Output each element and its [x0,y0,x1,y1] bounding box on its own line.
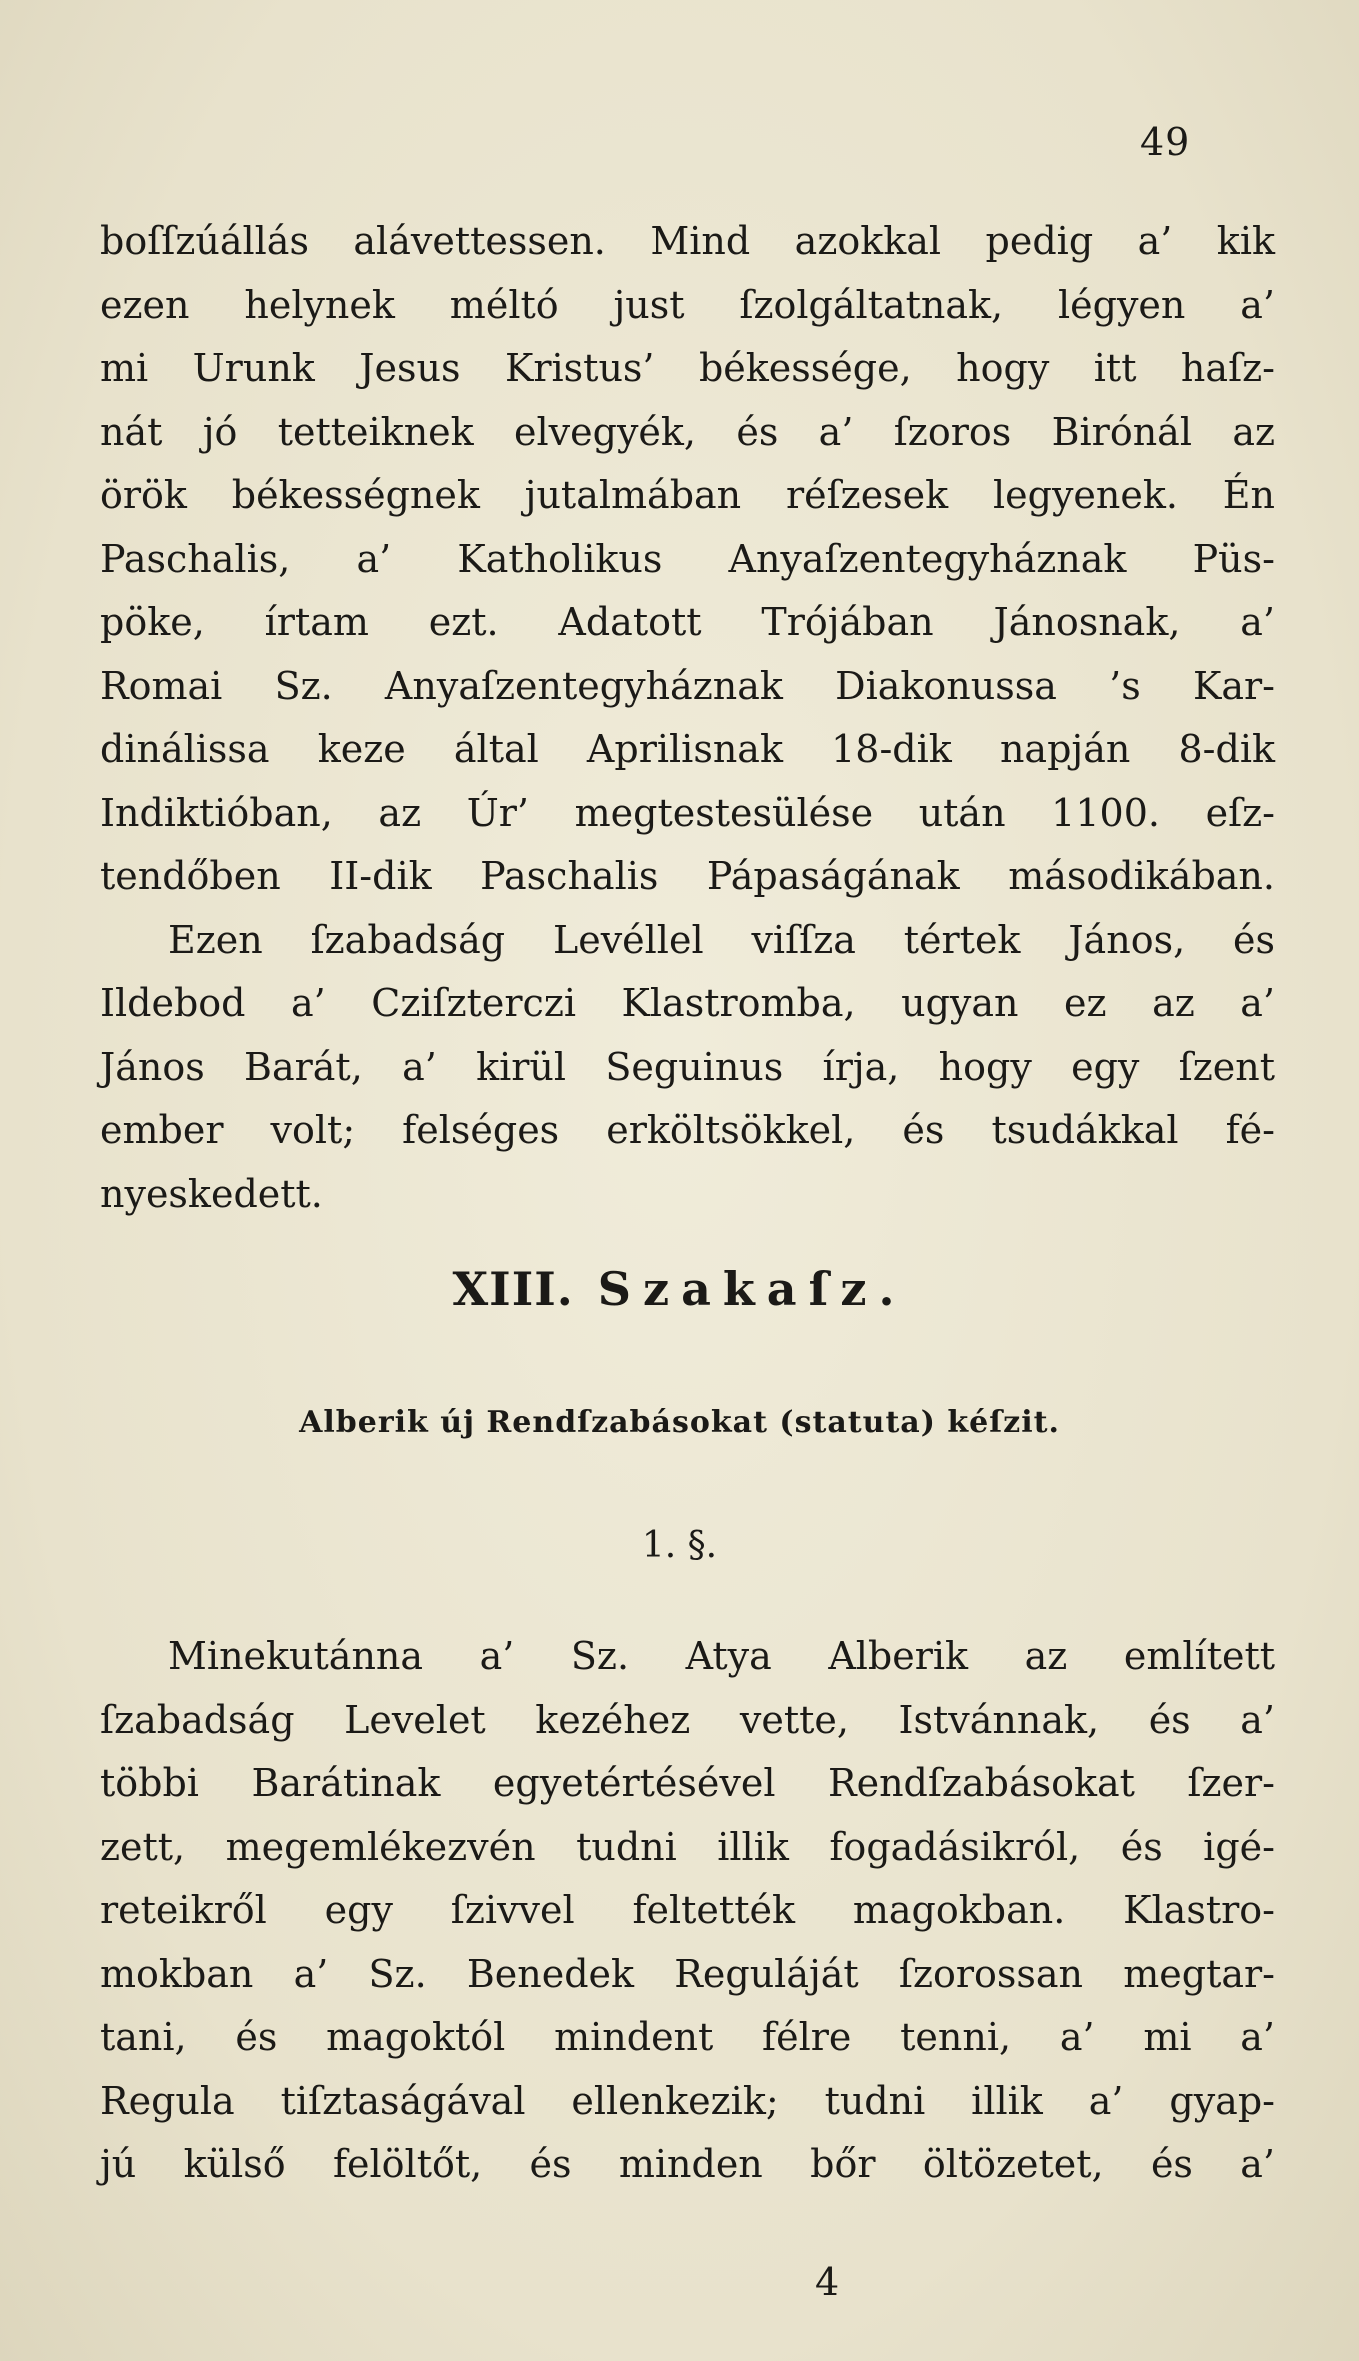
text-line: nát jó tetteiknek elvegyék, és a’ ſzoros Birónál az [100,409,1275,454]
text-line: Ildebod a’ Cziſzterczi Klastromba, ugyan ez az a’ [100,981,1275,1025]
section-number: XIII. [452,1262,574,1316]
text-line: pöke, írtam ezt. Adatott Trójában Jánosnak, a’ [100,600,1275,644]
signature-mark: 4 [815,2260,840,2304]
section-heading [0,1262,1359,1316]
text-line: Regula tiſztaságával ellenkezik; tudni illik a’ gyap- [100,2078,1275,2123]
text-line: mokban a’ Sz. Benedek Reguláját ſzorossan megtar- [100,1951,1275,1996]
section-subtitle: Alberik új Rendſzabásokat (statuta) kéſzit. [299,1405,1060,1440]
text-line: örök békességnek jutalmában réſzesek legyenek. Én [100,473,1275,517]
text-line: nyeskedett. [100,1171,323,1216]
text-line: ezen helynek méltó just ſzolgáltatnak, légyen a’ [100,282,1275,327]
text-line: Minekutánna a’ Sz. Atya Alberik az említett [168,1634,1275,1678]
page-number: 49 [1140,120,1191,164]
text-line: dinálissa keze által Aprilisnak 18-dik napján 8-dik [100,727,1275,771]
text-line: ember volt; felséges erköltsökkel, és tsudákkal fé- [100,1108,1275,1152]
text-line: Paschalis, a’ Katholikus Anyaſzentegyháznak Püs- [100,536,1275,581]
text-line: többi Barátinak egyetértésével Rendſzabásokat ſzer- [100,1761,1275,1805]
text-line: tani, és magoktól mindent félre tenni, a’ mi a’ [100,2015,1275,2059]
text-line: Indiktióban, az Úr’ megtestesülése után 1100. eſz- [100,790,1275,835]
text-line: zett, megemlékezvén tudni illik fogadásikról, és igé- [100,1824,1275,1869]
text-line: ſzabadság Levelet kezéhez vette, Istvánnak, és a’ [100,1697,1275,1742]
text-line: reteikről egy ſzivvel feltették magokban. Klastro- [100,1888,1275,1932]
text-line: tendőben II-dik Paschalis Pápaságának másodikában. [100,854,1275,898]
paragraph-body [100,1625,1275,2197]
section-title: Szakaſz. [597,1262,907,1316]
text-line: Ezen ſzabadság Levéllel viſſza tértek János, és [168,917,1275,962]
text-line: jú külső felöltőt, és minden bőr öltözetet, és a’ [100,2142,1275,2186]
text-line: mi Urunk Jesus Kristus’ békessége, hogy itt haſz- [100,346,1275,390]
paragraph-continuation [100,210,1275,1226]
text-line: Romai Sz. Anyaſzentegyháznak Diakonussa ’s Kar- [100,663,1275,708]
text-line: boſſzúállás alávettessen. Mind azokkal pedig a’ kik [100,219,1275,263]
text-line: János Barát, a’ kirül Seguinus írja, hogy egy ſzent [100,1044,1275,1089]
paragraph-mark: 1. §. [641,1525,718,1566]
